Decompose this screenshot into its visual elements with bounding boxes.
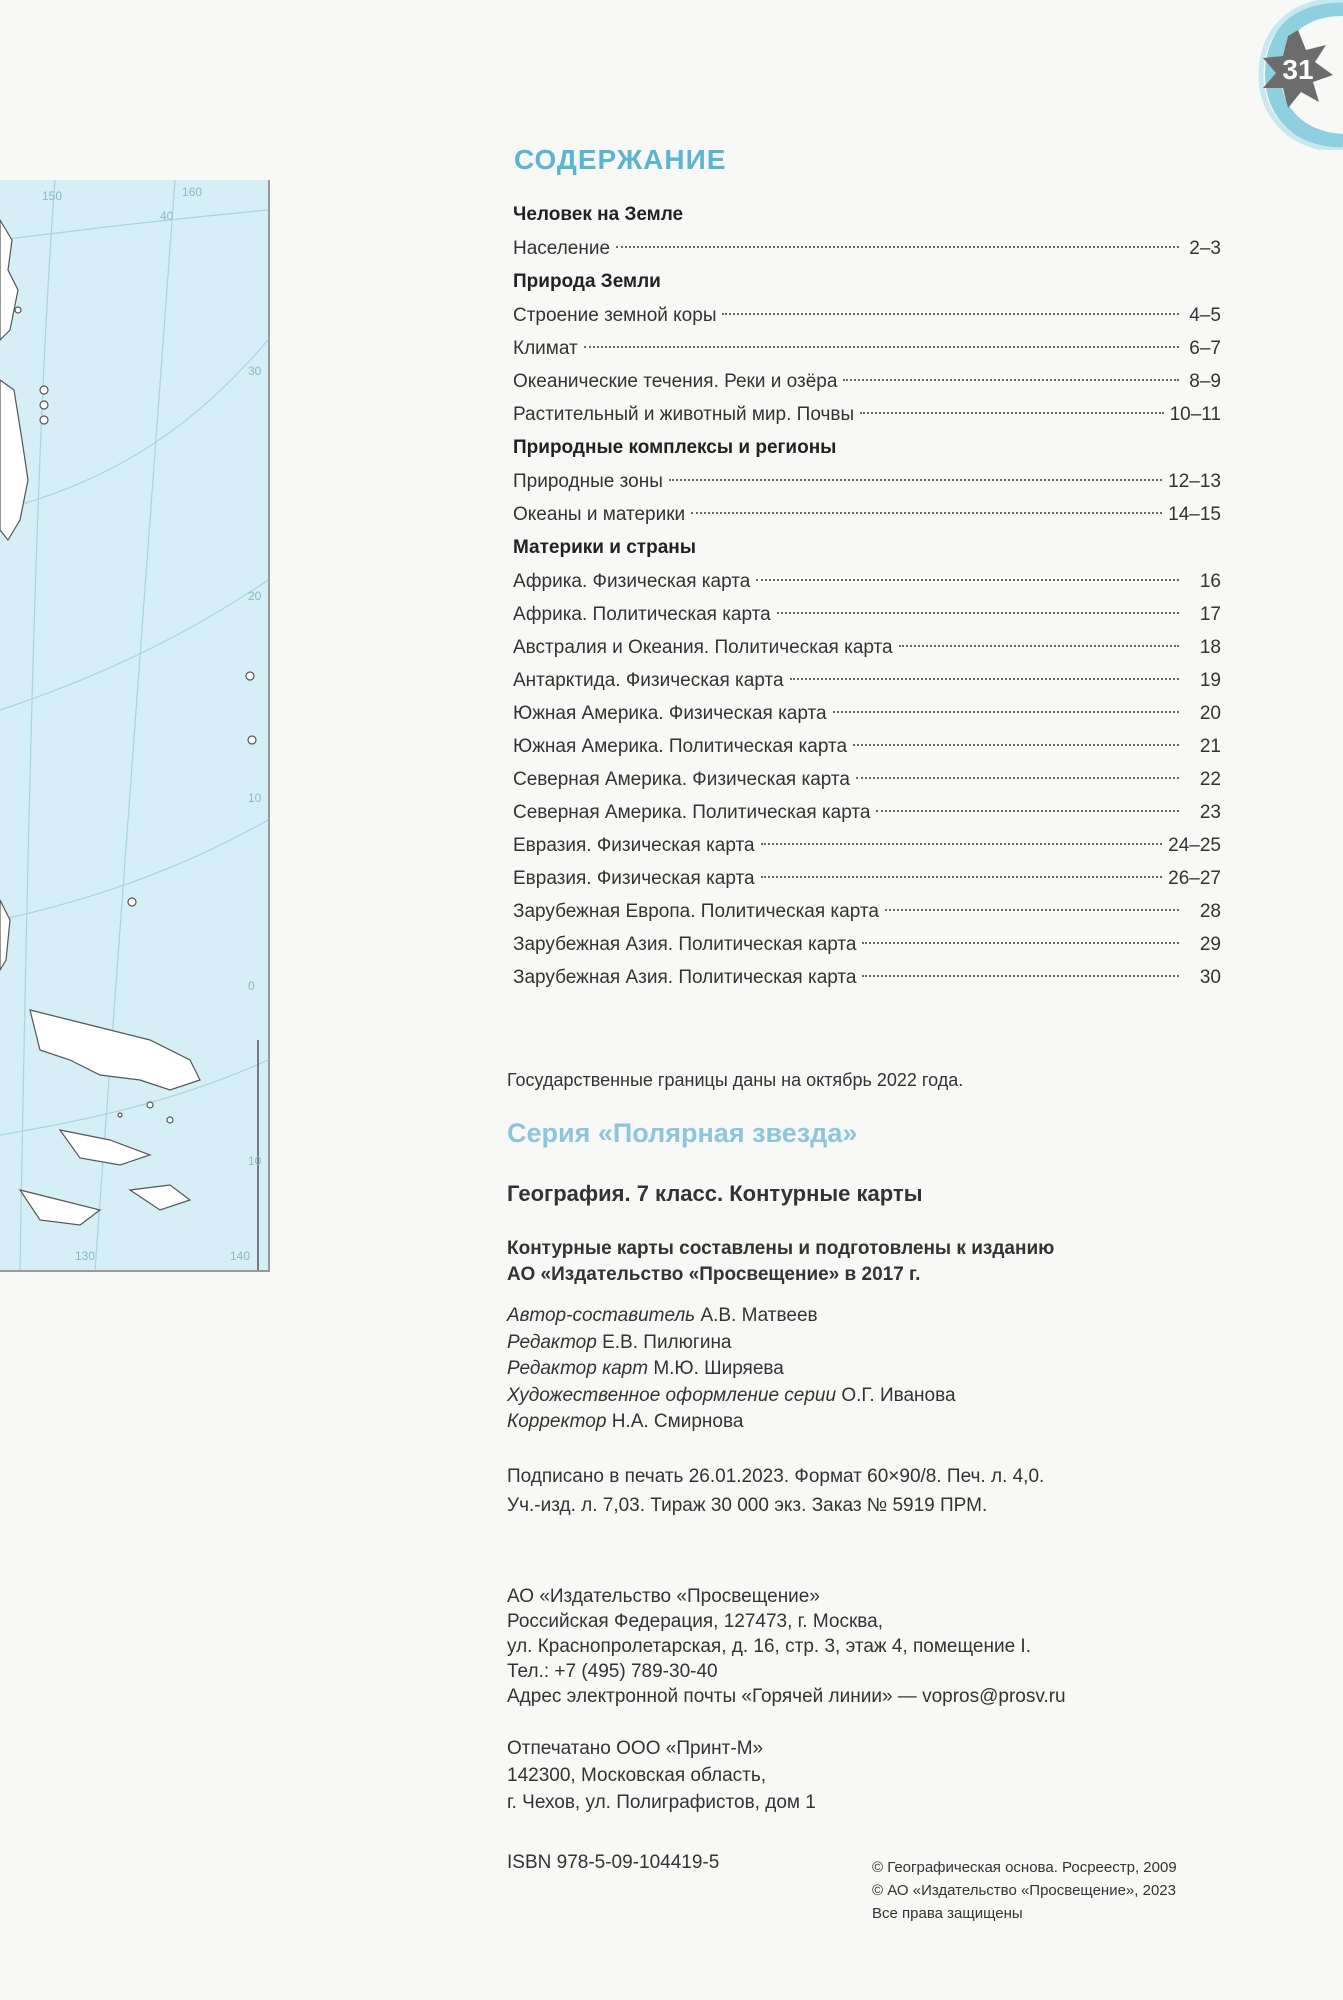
- credit-line: [507, 1356, 956, 1383]
- toc-entry-pages: 29: [1199, 934, 1221, 955]
- toc-entry: [513, 565, 1221, 598]
- toc-entry-pages: 12–13: [1168, 471, 1221, 492]
- toc-entry-pages: 8–9: [1189, 371, 1221, 392]
- toc-entry-pages: 30: [1199, 967, 1221, 988]
- toc-entry-title: Евразия. Физическая карта: [513, 835, 755, 856]
- dot-leader: [722, 313, 1179, 315]
- toc-entry-title: Австралия и Океания. Политическая карта: [513, 637, 893, 658]
- toc-section-heading: Природные комплексы и регионы: [513, 437, 837, 458]
- print-info: [507, 1462, 1044, 1520]
- toc-entry-title: Океанические течения. Реки и озёра: [513, 371, 838, 392]
- toc-entry-pages: 10–11: [1169, 404, 1221, 425]
- toc-entry-pages: 22: [1199, 769, 1221, 790]
- copyright-line: Все права защищены: [872, 1905, 1023, 1922]
- dot-leader: [833, 711, 1179, 713]
- toc-entry-title: Население: [513, 238, 611, 259]
- credit-role: Редактор карт: [507, 1358, 649, 1379]
- toc-section-heading: Человек на Земле: [513, 204, 684, 225]
- degree-label: 40: [160, 209, 174, 223]
- book-title: География. 7 класс. Контурные карты: [507, 1181, 923, 1206]
- credit-name: О.Г. Иванова: [841, 1384, 956, 1406]
- toc-entry: [513, 232, 1221, 265]
- credit-role: Автор-составитель: [507, 1305, 696, 1326]
- toc-entry-title: Строение земной коры: [513, 305, 717, 326]
- toc-entry-title: Северная Америка. Физическая карта: [513, 769, 850, 790]
- toc-entry: [513, 465, 1221, 498]
- preparation-line: АО «Издательство «Просвещение» в 2017 г.: [507, 1264, 921, 1285]
- toc-entry-pages: 28: [1199, 901, 1221, 922]
- credit-name: А.В. Матвеев: [700, 1305, 818, 1326]
- toc-entry-title: Климат: [513, 338, 578, 359]
- publisher-email: Адрес электронной почты «Горячей линии» — vopros@prosv.ru: [507, 1686, 1066, 1707]
- toc-entry-pages: 16: [1199, 571, 1221, 592]
- toc-entry-pages: 2–3: [1189, 238, 1221, 259]
- toc-entry-pages: 17: [1199, 604, 1221, 625]
- toc-entry: [513, 862, 1221, 895]
- toc-entry-title: Зарубежная Европа. Политическая карта: [513, 901, 879, 922]
- degree-label: 0: [248, 979, 255, 993]
- toc-section-heading: Материки и страны: [513, 537, 696, 558]
- toc-entry: [513, 961, 1221, 994]
- print-info-line: Уч.-изд. л. 7,03. Тираж 30 000 экз. Заказ № 5919 ПРМ.: [507, 1495, 988, 1516]
- toc-entry: [513, 928, 1221, 961]
- toc-entry-pages: 6–7: [1189, 338, 1221, 359]
- degree-label: 10: [248, 791, 262, 805]
- preparation-note: [507, 1236, 1054, 1288]
- copyright-line: © Географическая основа. Росреестр, 2009: [872, 1859, 1177, 1876]
- toc-entry-pages: 14–15: [1168, 504, 1221, 525]
- toc-entry: [513, 763, 1221, 796]
- dot-leader: [761, 843, 1163, 845]
- toc-entry-title: Океаны и материки: [513, 504, 686, 525]
- toc-entry-title: Южная Америка. Политическая карта: [513, 736, 848, 757]
- toc-title: СОДЕРЖАНИЕ: [514, 144, 727, 175]
- toc-entry-pages: 21: [1199, 736, 1221, 757]
- table-of-contents: [513, 198, 1221, 994]
- dot-leader: [856, 777, 1179, 779]
- dot-leader: [761, 876, 1163, 878]
- toc-entry-pages: 4–5: [1189, 305, 1221, 326]
- degree-label: 30: [248, 364, 262, 378]
- toc-entry: [513, 498, 1221, 531]
- toc-entry-title: Растительный и животный мир. Почвы: [513, 404, 855, 425]
- isbn: ISBN 978-5-09-104419-5: [507, 1852, 720, 1873]
- dot-leader: [853, 744, 1179, 746]
- credit-line: [507, 1303, 956, 1330]
- toc-entry: [513, 598, 1221, 631]
- credit-name: Е.В. Пилюгина: [602, 1331, 732, 1353]
- degree-label: 10: [248, 1154, 262, 1168]
- dot-leader: [756, 579, 1179, 581]
- credit-line: [507, 1330, 956, 1357]
- dot-leader: [777, 612, 1179, 614]
- dot-leader: [691, 512, 1162, 514]
- toc-entry-pages: 20: [1199, 703, 1221, 724]
- dot-leader: [584, 346, 1179, 348]
- credit-name: М.Ю. Ширяева: [653, 1358, 784, 1379]
- series-name: Серия «Полярная звезда»: [507, 1118, 858, 1148]
- toc-entry-title: Африка. Физическая карта: [513, 571, 751, 592]
- degree-label: 160: [182, 185, 203, 199]
- dot-leader: [860, 412, 1163, 414]
- toc-entry-title: Зарубежная Азия. Политическая карта: [513, 967, 857, 988]
- printer-line: Отпечатано ООО «Принт-М»: [507, 1738, 764, 1759]
- dot-leader: [862, 975, 1179, 977]
- dot-leader: [790, 678, 1179, 680]
- toc-entry-title: Южная Америка. Физическая карта: [513, 703, 827, 724]
- dot-leader: [616, 246, 1179, 248]
- copyright: [872, 1856, 1177, 1925]
- toc-entry: [513, 365, 1221, 398]
- toc-entry-title: Природные зоны: [513, 471, 663, 492]
- toc-entry-title: Африка. Политическая карта: [513, 604, 771, 625]
- toc-entry-pages: 23: [1199, 802, 1221, 823]
- dot-leader: [899, 645, 1179, 647]
- credit-line: [507, 1409, 956, 1436]
- publisher-phone: Тел.: +7 (495) 789-30-40: [507, 1661, 718, 1682]
- credit-line: [507, 1383, 956, 1410]
- dot-leader: [876, 810, 1179, 812]
- degree-label: 130: [75, 1249, 96, 1263]
- toc-entry: [513, 697, 1221, 730]
- toc-entry-pages: 26–27: [1168, 868, 1221, 889]
- copyright-line: © АО «Издательство «Просвещение», 2023: [872, 1882, 1176, 1899]
- publisher-info: [507, 1584, 1066, 1709]
- toc-entry-title: Евразия. Физическая карта: [513, 868, 755, 889]
- toc-entry: [513, 631, 1221, 664]
- toc-entry: [513, 299, 1221, 332]
- toc-entry-pages: 19: [1199, 670, 1221, 691]
- page-number-badge: [1143, 0, 1343, 150]
- dot-leader: [885, 909, 1179, 911]
- toc-section-heading: Природа Земли: [513, 271, 661, 292]
- print-info-line: Подписано в печать 26.01.2023. Формат 60×90/8. Печ. л. 4,0.: [507, 1466, 1045, 1487]
- dot-leader: [843, 379, 1179, 381]
- preparation-line: Контурные карты составлены и подготовлены к изданию: [507, 1238, 1055, 1259]
- toc-entry: [513, 398, 1221, 431]
- printer-line: г. Чехов, ул. Полиграфистов, дом 1: [507, 1792, 816, 1813]
- printer-info: [507, 1735, 816, 1816]
- degree-label: 140: [230, 1249, 251, 1263]
- contour-map-fragment: [0, 180, 270, 1272]
- toc-entry-pages: 18: [1199, 637, 1221, 658]
- toc-entry-title: Северная Америка. Политическая карта: [513, 802, 871, 823]
- credit-role: Художественное оформление серии: [507, 1384, 837, 1406]
- credit-role: Корректор: [507, 1411, 607, 1432]
- publisher-street: ул. Краснопролетарская, д. 16, стр. 3, этаж 4, помещение I.: [507, 1636, 1031, 1657]
- toc-entry-pages: 24–25: [1168, 835, 1221, 856]
- degree-label: 150: [42, 189, 63, 203]
- credit-name: Н.А. Смирнова: [611, 1411, 744, 1432]
- toc-entry: [513, 796, 1221, 829]
- publisher-address: Российская Федерация, 127473, г. Москва,: [507, 1611, 883, 1632]
- printer-line: 142300, Московская область,: [507, 1765, 767, 1786]
- dot-leader: [669, 479, 1162, 481]
- toc-entry: [513, 895, 1221, 928]
- degree-label: 20: [248, 589, 262, 603]
- dot-leader: [862, 942, 1179, 944]
- credit-role: Редактор: [507, 1331, 597, 1353]
- toc-entry: [513, 332, 1221, 365]
- borders-note: Государственные границы даны на октябрь 2022 года.: [507, 1070, 964, 1090]
- page-number: 31: [1282, 54, 1314, 85]
- toc-entry: [513, 730, 1221, 763]
- toc-entry: [513, 829, 1221, 862]
- publisher-name: АО «Издательство «Просвещение»: [507, 1586, 820, 1607]
- credits: [507, 1303, 956, 1436]
- toc-entry: [513, 664, 1221, 697]
- toc-entry-title: Зарубежная Азия. Политическая карта: [513, 934, 857, 955]
- toc-entry-title: Антарктида. Физическая карта: [513, 670, 784, 691]
